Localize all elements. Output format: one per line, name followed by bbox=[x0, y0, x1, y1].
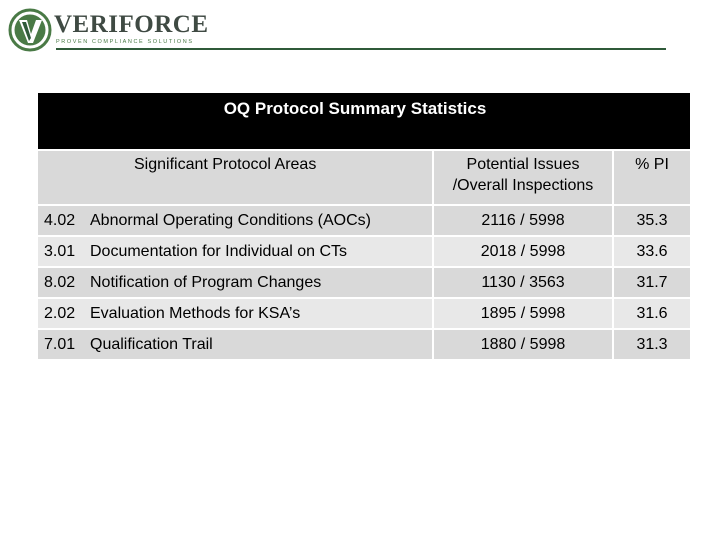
cell-code: 7.01 bbox=[44, 335, 76, 353]
cell-area bbox=[37, 329, 433, 360]
table-title-row bbox=[37, 92, 691, 150]
cell-area bbox=[37, 236, 433, 267]
table-row bbox=[37, 298, 691, 329]
table-row bbox=[37, 329, 691, 360]
cell-code: 8.02 bbox=[44, 273, 76, 291]
column-header-issues-line1: Potential Issues bbox=[466, 156, 580, 173]
cell-pct: 31.3 bbox=[613, 329, 691, 360]
cell-pct: 33.6 bbox=[613, 236, 691, 267]
cell-pct: 35.3 bbox=[613, 205, 691, 236]
cell-code: 3.01 bbox=[44, 242, 76, 260]
table-row bbox=[37, 267, 691, 298]
column-header-area: Significant Protocol Areas bbox=[37, 150, 433, 205]
column-header-pct: % PI bbox=[613, 150, 691, 205]
veriforce-logo bbox=[8, 8, 209, 52]
cell-ratio: 1130 / 3563 bbox=[433, 267, 613, 298]
cell-pct: 31.6 bbox=[613, 298, 691, 329]
cell-label: Notification of Program Changes bbox=[90, 273, 322, 291]
cell-area bbox=[37, 267, 433, 298]
cell-label: Evaluation Methods for KSA’s bbox=[90, 304, 301, 322]
cell-ratio: 2116 / 5998 bbox=[433, 205, 613, 236]
cell-area bbox=[37, 298, 433, 329]
cell-code: 2.02 bbox=[44, 304, 76, 322]
cell-label: Qualification Trail bbox=[90, 335, 213, 353]
header-divider bbox=[56, 48, 666, 50]
cell-label: Documentation for Individual on CTs bbox=[90, 242, 348, 260]
column-header-issues-line2: /Overall Inspections bbox=[452, 177, 594, 194]
cell-label: Abnormal Operating Conditions (AOCs) bbox=[90, 211, 372, 229]
cell-area bbox=[37, 205, 433, 236]
protocol-summary-table bbox=[36, 91, 692, 361]
veriforce-v-mark-icon bbox=[8, 8, 52, 52]
brand-tagline: PROVEN COMPLIANCE SOLUTIONS bbox=[56, 39, 194, 45]
cell-ratio: 1880 / 5998 bbox=[433, 329, 613, 360]
table-header-row bbox=[37, 150, 691, 205]
table-row bbox=[37, 236, 691, 267]
table-row bbox=[37, 205, 691, 236]
brand-name: VERIFORCE bbox=[54, 11, 209, 38]
cell-ratio: 1895 / 5998 bbox=[433, 298, 613, 329]
cell-code: 4.02 bbox=[44, 211, 76, 229]
table-title-cell bbox=[37, 92, 691, 150]
cell-pct: 31.7 bbox=[613, 267, 691, 298]
cell-ratio: 2018 / 5998 bbox=[433, 236, 613, 267]
column-header-issues bbox=[433, 150, 613, 205]
table-title: OQ Protocol Summary Statistics bbox=[223, 99, 487, 118]
